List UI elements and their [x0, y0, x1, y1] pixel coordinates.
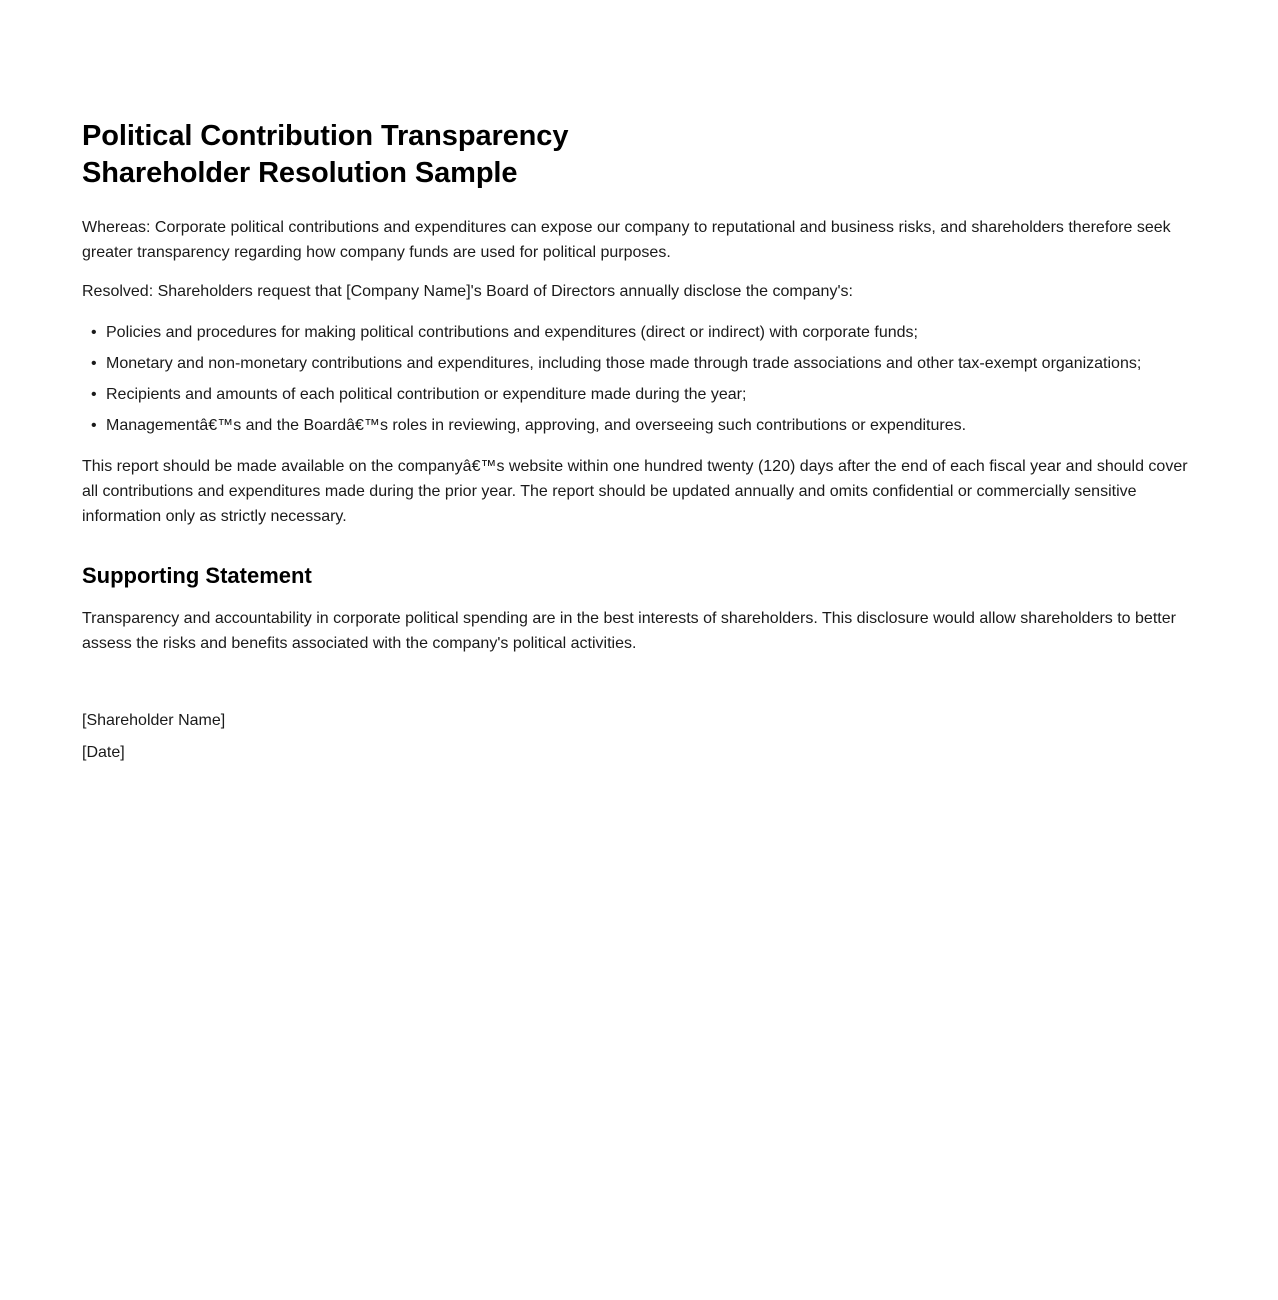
list-item — [82, 320, 1190, 345]
list-item — [82, 382, 1190, 407]
resolved-paragraph: Resolved: Shareholders request that [Company Name]'s Board of Directors annually disclose the company's: — [82, 283, 853, 300]
spacer-list-to-availability — [82, 438, 1190, 454]
spacer-after-supporting-statement-heading — [82, 590, 1190, 606]
date-placeholder: [Date] — [82, 744, 125, 761]
page-title — [82, 118, 1190, 192]
bullet-icon: • — [91, 386, 97, 403]
bullet-icon: • — [91, 324, 97, 341]
list-item — [82, 351, 1190, 376]
availability-paragraph: This report should be made available on the companyâ€™s website within one hundred twenty (120) days after the end of each fiscal year and should cover all contributions and expenditures made during the prior year. The report should be updated annually and omits confidential or commercially sensitive information only as strictly necessary. — [82, 458, 1188, 525]
list-item-text: Monetary and non-monetary contributions and expenditures, including those made through trade associations and other tax-exempt organizations; — [106, 355, 1142, 372]
list-item-text: Managementâ€™s and the Boardâ€™s roles in reviewing, approving, and overseeing such contributions or expenditures. — [106, 417, 967, 434]
page-title-line-2: Shareholder Resolution Sample — [82, 157, 518, 189]
list-item-text: Policies and procedures for making political contributions and expenditures (direct or indirect) with corporate funds; — [106, 324, 918, 341]
bullet-icon: • — [91, 417, 97, 434]
spacer-resolved-to-list — [82, 304, 1190, 320]
page-title-line-1: Political Contribution Transparency — [82, 120, 569, 152]
supporting-statement-paragraph: Transparency and accountability in corporate political spending are in the best interests of shareholders. This disclosure would allow shareholders to better assess the risks and benefits associated with the company's political activities. — [82, 610, 1176, 652]
spacer-before-signature — [82, 656, 1190, 708]
shareholder-name-placeholder: [Shareholder Name] — [82, 712, 226, 729]
whereas-paragraph: Whereas: Corporate political contributions and expenditures can expose our company to reputational and business risks, and shareholders therefore seek greater transparency regarding how company funds are used for political purposes. — [82, 219, 1171, 261]
disclosure-items-list — [82, 320, 1190, 438]
resolution-document — [82, 118, 1190, 765]
list-item — [82, 413, 1190, 438]
spacer-title-to-body — [82, 192, 1190, 215]
spacer-before-supporting-statement — [82, 529, 1190, 562]
supporting-statement-heading: Supporting Statement — [82, 563, 312, 588]
spacer-signature-lines — [82, 733, 1190, 740]
bullet-icon: • — [91, 355, 97, 372]
list-item-text: Recipients and amounts of each political contribution or expenditure made during the year; — [106, 386, 747, 403]
spacer-whereas-to-resolved — [82, 265, 1190, 279]
